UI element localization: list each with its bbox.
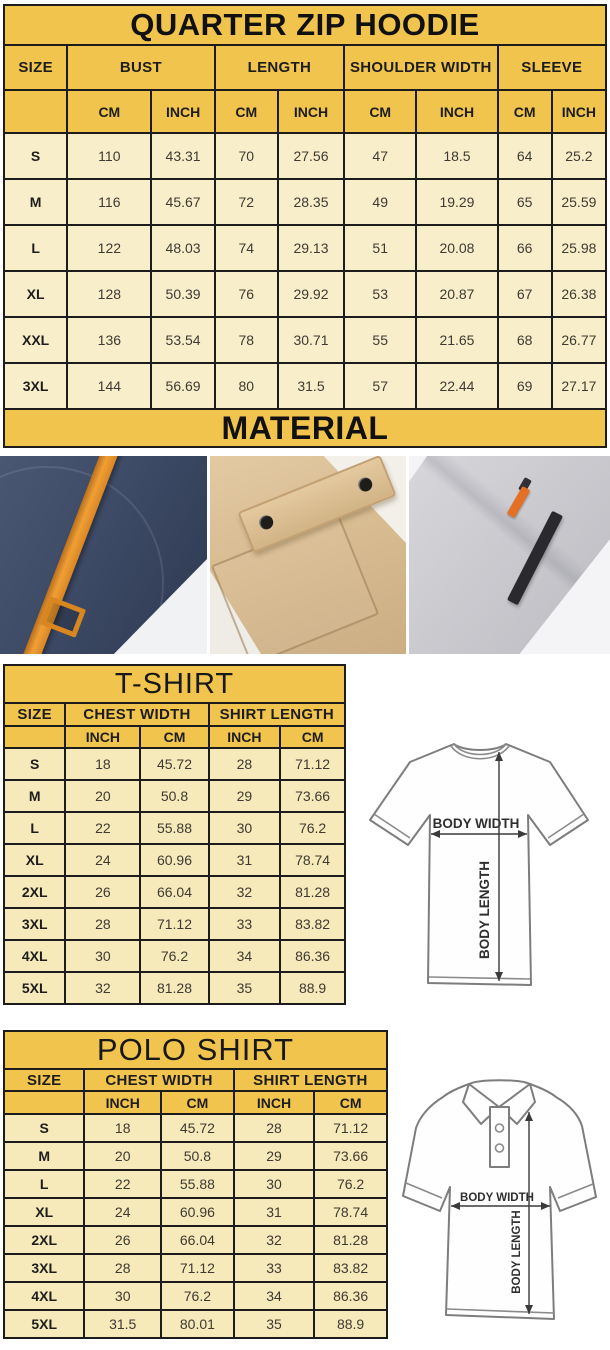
measurement-cell: 29 <box>234 1142 314 1170</box>
measurement-cell: 18.5 <box>416 133 497 179</box>
polo-row-s <box>4 1114 387 1142</box>
material-section-title: MATERIAL <box>3 408 607 448</box>
measurement-cell: 32 <box>234 1226 314 1254</box>
measurement-cell: 20.08 <box>416 225 497 271</box>
measurement-cell: 32 <box>209 876 281 908</box>
hoodie-row-l <box>4 225 606 271</box>
measurement-cell: 22 <box>84 1170 161 1198</box>
measurement-cell: 26.77 <box>552 317 606 363</box>
unit-header: CM <box>314 1091 387 1114</box>
polo-measurement-diagram <box>393 1056 607 1346</box>
measurement-cell: 30 <box>65 940 140 972</box>
measurement-cell: 30 <box>234 1170 314 1198</box>
length-column-header: LENGTH <box>215 45 344 90</box>
tshirt-row-3xl <box>4 908 345 940</box>
size-cell: M <box>4 780 65 812</box>
hoodie-row-xl <box>4 271 606 317</box>
measurement-cell: 72 <box>215 179 278 225</box>
measurement-cell: 110 <box>67 133 151 179</box>
measurement-cell: 80 <box>215 363 278 409</box>
measurement-cell: 73.66 <box>280 780 345 812</box>
size-cell: 4XL <box>4 1282 84 1310</box>
measurement-cell: 45.72 <box>140 748 208 780</box>
measurement-cell: 78.74 <box>280 844 345 876</box>
measurement-cell: 68 <box>498 317 552 363</box>
measurement-cell: 66.04 <box>161 1226 234 1254</box>
measurement-cell: 35 <box>234 1310 314 1338</box>
measurement-cell: 55.88 <box>140 812 208 844</box>
polo-placket <box>490 1107 509 1167</box>
shoulder-width-column-header: SHOULDER WIDTH <box>344 45 498 90</box>
fabric-seam <box>0 466 164 654</box>
measurement-cell: 128 <box>67 271 151 317</box>
measurement-cell: 24 <box>65 844 140 876</box>
measurement-cell: 30 <box>209 812 281 844</box>
measurement-cell: 56.69 <box>151 363 214 409</box>
snap-button <box>257 513 275 531</box>
polo-row-4xl <box>4 1282 387 1310</box>
size-cell: 2XL <box>4 1226 84 1254</box>
size-cell: XL <box>4 844 65 876</box>
empty-cell <box>4 1091 84 1114</box>
bust-column-header: BUST <box>67 45 214 90</box>
measurement-cell: 50.8 <box>161 1142 234 1170</box>
measurement-cell: 66.04 <box>140 876 208 908</box>
measurement-cell: 18 <box>65 748 140 780</box>
unit-header: INCH <box>209 726 281 748</box>
unit-header: INCH <box>84 1091 161 1114</box>
tshirt-row-4xl <box>4 940 345 972</box>
polo-row-m <box>4 1142 387 1170</box>
hoodie-size-table <box>3 4 607 410</box>
measurement-cell: 31.5 <box>278 363 344 409</box>
measurement-cell: 35 <box>209 972 281 1004</box>
measurement-cell: 136 <box>67 317 151 363</box>
size-cell: XL <box>4 1198 84 1226</box>
measurement-cell: 50.39 <box>151 271 214 317</box>
measurement-cell: 57 <box>344 363 416 409</box>
polo-outline-drawing <box>393 1056 607 1346</box>
measurement-cell: 34 <box>234 1282 314 1310</box>
unit-header: CM <box>344 90 416 133</box>
measurement-cell: 31.5 <box>84 1310 161 1338</box>
body-length-label: BODY LENGTH <box>511 1210 523 1294</box>
size-cell: 4XL <box>4 940 65 972</box>
hoodie-row-3xl <box>4 363 606 409</box>
measurement-cell: 81.28 <box>314 1226 387 1254</box>
unit-header: CM <box>215 90 278 133</box>
measurement-cell: 28 <box>234 1114 314 1142</box>
size-cell: 3XL <box>4 908 65 940</box>
measurement-cell: 45.72 <box>161 1114 234 1142</box>
unit-header: CM <box>67 90 151 133</box>
measurement-cell: 30 <box>84 1282 161 1310</box>
measurement-cell: 60.96 <box>140 844 208 876</box>
measurement-cell: 74 <box>215 225 278 271</box>
body-length-label: BODY LENGTH <box>477 860 492 960</box>
tshirt-measurement-diagram <box>350 700 608 1015</box>
measurement-cell: 26 <box>84 1226 161 1254</box>
body-width-label: BODY WIDTH <box>432 816 520 831</box>
measurement-cell: 76.2 <box>280 812 345 844</box>
measurement-cell: 76 <box>215 271 278 317</box>
measurement-cell: 51 <box>344 225 416 271</box>
measurement-cell: 29.13 <box>278 225 344 271</box>
measurement-cell: 45.67 <box>151 179 214 225</box>
shirt-length-column-header: SHIRT LENGTH <box>234 1069 387 1091</box>
measurement-cell: 20 <box>84 1142 161 1170</box>
measurement-cell: 76.2 <box>161 1282 234 1310</box>
tshirt-table-title: T-SHIRT <box>4 665 345 703</box>
measurement-cell: 60.96 <box>161 1198 234 1226</box>
unit-header: INCH <box>552 90 606 133</box>
unit-header: INCH <box>151 90 214 133</box>
measurement-cell: 70 <box>215 133 278 179</box>
measurement-cell: 83.82 <box>280 908 345 940</box>
measurement-cell: 50.8 <box>140 780 208 812</box>
measurement-cell: 28 <box>84 1254 161 1282</box>
size-cell: S <box>4 133 67 179</box>
tshirt-row-s <box>4 748 345 780</box>
measurement-cell: 20 <box>65 780 140 812</box>
hoodie-row-m <box>4 179 606 225</box>
tshirt-row-m <box>4 780 345 812</box>
shirt-length-column-header: SHIRT LENGTH <box>209 703 345 726</box>
measurement-cell: 33 <box>234 1254 314 1282</box>
measurement-cell: 28 <box>65 908 140 940</box>
measurement-cell: 88.9 <box>280 972 345 1004</box>
measurement-cell: 26 <box>65 876 140 908</box>
measurement-cell: 73.66 <box>314 1142 387 1170</box>
measurement-cell: 83.82 <box>314 1254 387 1282</box>
snap-button <box>356 475 374 493</box>
size-cell: L <box>4 812 65 844</box>
chest-width-column-header: CHEST WIDTH <box>65 703 208 726</box>
material-photo-navy-fleece <box>0 456 207 654</box>
measurement-cell: 88.9 <box>314 1310 387 1338</box>
empty-cell <box>4 90 67 133</box>
polo-row-2xl <box>4 1226 387 1254</box>
measurement-cell: 34 <box>209 940 281 972</box>
unit-header: INCH <box>65 726 140 748</box>
measurement-cell: 25.59 <box>552 179 606 225</box>
measurement-cell: 71.12 <box>161 1254 234 1282</box>
measurement-cell: 53.54 <box>151 317 214 363</box>
material-photo-khaki-pocket <box>210 456 406 654</box>
measurement-cell: 81.28 <box>140 972 208 1004</box>
measurement-cell: 22.44 <box>416 363 497 409</box>
measurement-cell: 25.98 <box>552 225 606 271</box>
polo-size-table <box>3 1030 388 1339</box>
size-cell: 5XL <box>4 1310 84 1338</box>
measurement-cell: 55.88 <box>161 1170 234 1198</box>
measurement-cell: 18 <box>84 1114 161 1142</box>
unit-header: CM <box>498 90 552 133</box>
measurement-cell: 69 <box>498 363 552 409</box>
measurement-cell: 24 <box>84 1198 161 1226</box>
measurement-cell: 144 <box>67 363 151 409</box>
polo-row-3xl <box>4 1254 387 1282</box>
tshirt-size-table <box>3 664 346 1005</box>
empty-cell <box>4 726 65 748</box>
measurement-cell: 71.12 <box>140 908 208 940</box>
measurement-cell: 65 <box>498 179 552 225</box>
sleeve-column-header: SLEEVE <box>498 45 606 90</box>
measurement-cell: 21.65 <box>416 317 497 363</box>
size-cell: XL <box>4 271 67 317</box>
polo-row-5xl <box>4 1310 387 1338</box>
measurement-cell: 25.2 <box>552 133 606 179</box>
material-photo-gray-fleece <box>409 456 610 654</box>
measurement-cell: 64 <box>498 133 552 179</box>
polo-row-l <box>4 1170 387 1198</box>
measurement-cell: 27.56 <box>278 133 344 179</box>
unit-header: INCH <box>234 1091 314 1114</box>
measurement-cell: 78 <box>215 317 278 363</box>
size-column-header: SIZE <box>4 45 67 90</box>
measurement-cell: 86.36 <box>280 940 345 972</box>
polo-table-title: POLO SHIRT <box>4 1031 387 1069</box>
size-cell: 5XL <box>4 972 65 1004</box>
measurement-cell: 30.71 <box>278 317 344 363</box>
measurement-cell: 53 <box>344 271 416 317</box>
hoodie-row-s <box>4 133 606 179</box>
size-cell: L <box>4 1170 84 1198</box>
measurement-cell: 78.74 <box>314 1198 387 1226</box>
unit-header: INCH <box>278 90 344 133</box>
size-column-header: SIZE <box>4 1069 84 1091</box>
measurement-cell: 32 <box>65 972 140 1004</box>
body-width-label: BODY WIDTH <box>460 1192 534 1204</box>
measurement-cell: 47 <box>344 133 416 179</box>
measurement-cell: 29.92 <box>278 271 344 317</box>
measurement-cell: 28.35 <box>278 179 344 225</box>
measurement-cell: 76.2 <box>314 1170 387 1198</box>
measurement-cell: 27.17 <box>552 363 606 409</box>
size-cell: M <box>4 179 67 225</box>
measurement-cell: 55 <box>344 317 416 363</box>
measurement-cell: 33 <box>209 908 281 940</box>
measurement-cell: 67 <box>498 271 552 317</box>
size-cell: XXL <box>4 317 67 363</box>
measurement-cell: 43.31 <box>151 133 214 179</box>
material-photos <box>0 456 610 654</box>
measurement-cell: 71.12 <box>314 1114 387 1142</box>
size-cell: S <box>4 1114 84 1142</box>
measurement-cell: 20.87 <box>416 271 497 317</box>
measurement-cell: 31 <box>234 1198 314 1226</box>
size-cell: M <box>4 1142 84 1170</box>
size-column-header: SIZE <box>4 703 65 726</box>
measurement-cell: 86.36 <box>314 1282 387 1310</box>
size-cell: 3XL <box>4 363 67 409</box>
unit-header: CM <box>140 726 208 748</box>
unit-header: INCH <box>416 90 497 133</box>
measurement-cell: 76.2 <box>140 940 208 972</box>
chest-width-column-header: CHEST WIDTH <box>84 1069 233 1091</box>
size-cell: 3XL <box>4 1254 84 1282</box>
size-cell: S <box>4 748 65 780</box>
measurement-cell: 29 <box>209 780 281 812</box>
tshirt-row-5xl <box>4 972 345 1004</box>
measurement-cell: 28 <box>209 748 281 780</box>
measurement-cell: 116 <box>67 179 151 225</box>
polo-row-xl <box>4 1198 387 1226</box>
tshirt-row-2xl <box>4 876 345 908</box>
hoodie-row-xxl <box>4 317 606 363</box>
size-cell: L <box>4 225 67 271</box>
measurement-cell: 71.12 <box>280 748 345 780</box>
measurement-cell: 19.29 <box>416 179 497 225</box>
measurement-cell: 22 <box>65 812 140 844</box>
measurement-cell: 48.03 <box>151 225 214 271</box>
measurement-cell: 80.01 <box>161 1310 234 1338</box>
measurement-cell: 122 <box>67 225 151 271</box>
unit-header: CM <box>280 726 345 748</box>
hoodie-table-title: QUARTER ZIP HOODIE <box>4 5 606 45</box>
measurement-cell: 26.38 <box>552 271 606 317</box>
size-cell: 2XL <box>4 876 65 908</box>
tshirt-outline-drawing <box>350 700 608 1015</box>
tshirt-row-xl <box>4 844 345 876</box>
measurement-cell: 31 <box>209 844 281 876</box>
tshirt-row-l <box>4 812 345 844</box>
measurement-cell: 66 <box>498 225 552 271</box>
measurement-cell: 49 <box>344 179 416 225</box>
measurement-cell: 81.28 <box>280 876 345 908</box>
unit-header: CM <box>161 1091 234 1114</box>
